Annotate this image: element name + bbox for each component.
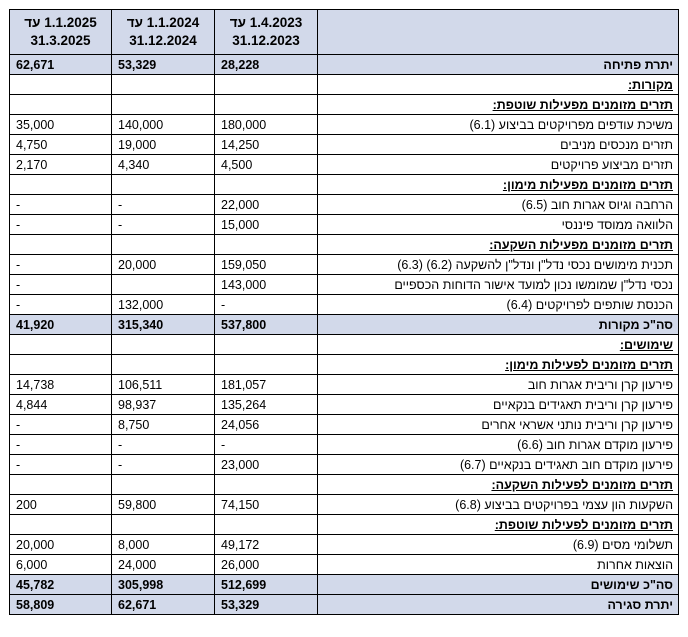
value-cell-period-2: 98,937	[112, 395, 215, 415]
value-cell-period-3: -	[10, 215, 112, 235]
header-period-1-start: 1.4.2023 עד	[229, 15, 303, 30]
cash-flow-table	[9, 9, 679, 615]
value-cell-period-3	[10, 175, 112, 195]
value-cell-period-2: 8,000	[112, 535, 215, 555]
value-cell-period-3: 6,000	[10, 555, 112, 575]
row-label: שימושים:	[318, 335, 679, 355]
value-cell-period-3: -	[10, 415, 112, 435]
value-cell-period-1: 14,250	[215, 135, 318, 155]
value-cell-period-2	[112, 75, 215, 95]
section-header-row	[10, 235, 679, 255]
table-row	[10, 295, 679, 315]
row-label: סה"כ שימושים	[318, 575, 679, 595]
value-cell-period-1: 135,264	[215, 395, 318, 415]
table-row	[10, 495, 679, 515]
header-label-cell	[318, 10, 679, 55]
value-cell-period-2	[112, 335, 215, 355]
value-cell-period-3	[10, 75, 112, 95]
value-cell-period-2: 4,340	[112, 155, 215, 175]
row-label: הלוואה ממוסד פיננסי	[318, 215, 679, 235]
value-cell-period-3: -	[10, 455, 112, 475]
header-period-2	[112, 10, 215, 55]
row-label: תשלומי מסים (6.9)	[318, 535, 679, 555]
table-row	[10, 395, 679, 415]
row-label: תזרים מזומנים מפעילות מימון:	[318, 175, 679, 195]
value-cell-period-1: 512,699	[215, 575, 318, 595]
row-label: יתרת סגירה	[318, 595, 679, 615]
value-cell-period-3: -	[10, 435, 112, 455]
section-header-row	[10, 175, 679, 195]
value-cell-period-3: 200	[10, 495, 112, 515]
table-row	[10, 135, 679, 155]
value-cell-period-3: 41,920	[10, 315, 112, 335]
value-cell-period-1	[215, 515, 318, 535]
table-row	[10, 435, 679, 455]
value-cell-period-3: 58,809	[10, 595, 112, 615]
value-cell-period-2: 19,000	[112, 135, 215, 155]
value-cell-period-2: 62,671	[112, 595, 215, 615]
value-cell-period-1	[215, 235, 318, 255]
table-row	[10, 415, 679, 435]
cash-flow-table-container	[9, 9, 679, 615]
row-label: תזרים מביצוע פרויקטים	[318, 155, 679, 175]
row-label: תכנית מימושים נכסי נדל"ן ונדל"ן להשקעה (6.2) (6.3)	[318, 255, 679, 275]
value-cell-period-2: 24,000	[112, 555, 215, 575]
value-cell-period-2: -	[112, 215, 215, 235]
table-row	[10, 535, 679, 555]
row-label: נכסי נדל"ן שמומשו נכון למועד אישור הדוחות הכספיים	[318, 275, 679, 295]
value-cell-period-3	[10, 95, 112, 115]
value-cell-period-3: 2,170	[10, 155, 112, 175]
value-cell-period-2	[112, 475, 215, 495]
row-label: סה"כ מקורות	[318, 315, 679, 335]
value-cell-period-2: -	[112, 195, 215, 215]
value-cell-period-3: -	[10, 295, 112, 315]
section-header-row	[10, 95, 679, 115]
row-label: הכנסת שותפים לפרויקטים (6.4)	[318, 295, 679, 315]
row-label: הרחבה וגיוס אגרות חוב (6.5)	[318, 195, 679, 215]
value-cell-period-2: 53,329	[112, 55, 215, 75]
row-label: תזרים מזומנים לפעילות שוטפת:	[318, 515, 679, 535]
value-cell-period-2: -	[112, 455, 215, 475]
value-cell-period-2: 315,340	[112, 315, 215, 335]
value-cell-period-3: 4,844	[10, 395, 112, 415]
row-label: פירעון מוקדם אגרות חוב (6.6)	[318, 435, 679, 455]
header-row	[10, 10, 679, 55]
table-row	[10, 195, 679, 215]
value-cell-period-1: 49,172	[215, 535, 318, 555]
value-cell-period-2: 140,000	[112, 115, 215, 135]
value-cell-period-2: 106,511	[112, 375, 215, 395]
row-label: תזרים מזומנים מפעילות שוטפת:	[318, 95, 679, 115]
row-label: פירעון קרן וריבית תאגידים בנקאיים	[318, 395, 679, 415]
section-header-row	[10, 515, 679, 535]
value-cell-period-3	[10, 515, 112, 535]
row-label: משיכת עודפים מפרויקטים בביצוע (6.1)	[318, 115, 679, 135]
header-period-2-start: 1.1.2024 עד	[126, 15, 200, 30]
header-period-1-end: 31.12.2023	[232, 33, 300, 48]
value-cell-period-3: 35,000	[10, 115, 112, 135]
section-header-row	[10, 355, 679, 375]
header-period-3-start: 1.1.2025 עד	[24, 15, 97, 30]
value-cell-period-3: -	[10, 275, 112, 295]
row-label: תזרים מזומנים מפעילות השקעה:	[318, 235, 679, 255]
table-row	[10, 555, 679, 575]
row-label: פירעון קרן וריבית נותני אשראי אחרים	[318, 415, 679, 435]
table-row	[10, 455, 679, 475]
row-label: הוצאות אחרות	[318, 555, 679, 575]
table-row	[10, 275, 679, 295]
total-row	[10, 55, 679, 75]
value-cell-period-1: 143,000	[215, 275, 318, 295]
header-period-1	[215, 10, 318, 55]
value-cell-period-1: 181,057	[215, 375, 318, 395]
value-cell-period-2	[112, 355, 215, 375]
value-cell-period-1: 4,500	[215, 155, 318, 175]
table-row	[10, 115, 679, 135]
value-cell-period-1	[215, 95, 318, 115]
value-cell-period-2	[112, 95, 215, 115]
header-period-2-end: 31.12.2024	[129, 33, 197, 48]
value-cell-period-1: 537,800	[215, 315, 318, 335]
value-cell-period-1: -	[215, 295, 318, 315]
table-row	[10, 155, 679, 175]
table-row	[10, 215, 679, 235]
total-row	[10, 575, 679, 595]
header-period-3	[10, 10, 112, 55]
value-cell-period-1: 159,050	[215, 255, 318, 275]
value-cell-period-1	[215, 75, 318, 95]
table-row	[10, 375, 679, 395]
value-cell-period-3	[10, 335, 112, 355]
value-cell-period-1	[215, 175, 318, 195]
value-cell-period-3: -	[10, 195, 112, 215]
total-row	[10, 595, 679, 615]
value-cell-period-3: 45,782	[10, 575, 112, 595]
section-header-row	[10, 75, 679, 95]
value-cell-period-2: 132,000	[112, 295, 215, 315]
value-cell-period-1: 53,329	[215, 595, 318, 615]
row-label: השקעות הון עצמי בפרויקטים בביצוע (6.8)	[318, 495, 679, 515]
value-cell-period-1: 23,000	[215, 455, 318, 475]
value-cell-period-1: 180,000	[215, 115, 318, 135]
value-cell-period-2: 59,800	[112, 495, 215, 515]
value-cell-period-3	[10, 355, 112, 375]
value-cell-period-3: 62,671	[10, 55, 112, 75]
row-label: מקורות:	[318, 75, 679, 95]
value-cell-period-2: 305,998	[112, 575, 215, 595]
value-cell-period-2: 20,000	[112, 255, 215, 275]
value-cell-period-1: 22,000	[215, 195, 318, 215]
value-cell-period-3: 4,750	[10, 135, 112, 155]
section-header-row	[10, 335, 679, 355]
value-cell-period-2: 8,750	[112, 415, 215, 435]
value-cell-period-1: 15,000	[215, 215, 318, 235]
value-cell-period-2: -	[112, 435, 215, 455]
value-cell-period-1: 74,150	[215, 495, 318, 515]
row-label: תזרים מזומנים לפעילות מימון:	[318, 355, 679, 375]
value-cell-period-1: -	[215, 435, 318, 455]
section-header-row	[10, 475, 679, 495]
value-cell-period-1	[215, 475, 318, 495]
row-label: פירעון קרן וריבית אגרות חוב	[318, 375, 679, 395]
value-cell-period-1	[215, 355, 318, 375]
row-label: פירעון מוקדם חוב תאגידים בנקאיים (6.7)	[318, 455, 679, 475]
value-cell-period-2	[112, 175, 215, 195]
value-cell-period-3: 20,000	[10, 535, 112, 555]
value-cell-period-3: -	[10, 255, 112, 275]
value-cell-period-3	[10, 235, 112, 255]
value-cell-period-2	[112, 275, 215, 295]
row-label: יתרת פתיחה	[318, 55, 679, 75]
row-label: תזרים מזומנים לפעילות השקעה:	[318, 475, 679, 495]
value-cell-period-2	[112, 235, 215, 255]
value-cell-period-3: 14,738	[10, 375, 112, 395]
value-cell-period-1	[215, 335, 318, 355]
value-cell-period-1: 26,000	[215, 555, 318, 575]
header-period-3-end: 31.3.2025	[30, 33, 91, 48]
row-label: תזרים מנכסים מניבים	[318, 135, 679, 155]
table-row	[10, 255, 679, 275]
value-cell-period-3	[10, 475, 112, 495]
value-cell-period-1: 28,228	[215, 55, 318, 75]
value-cell-period-1: 24,056	[215, 415, 318, 435]
total-row	[10, 315, 679, 335]
value-cell-period-2	[112, 515, 215, 535]
